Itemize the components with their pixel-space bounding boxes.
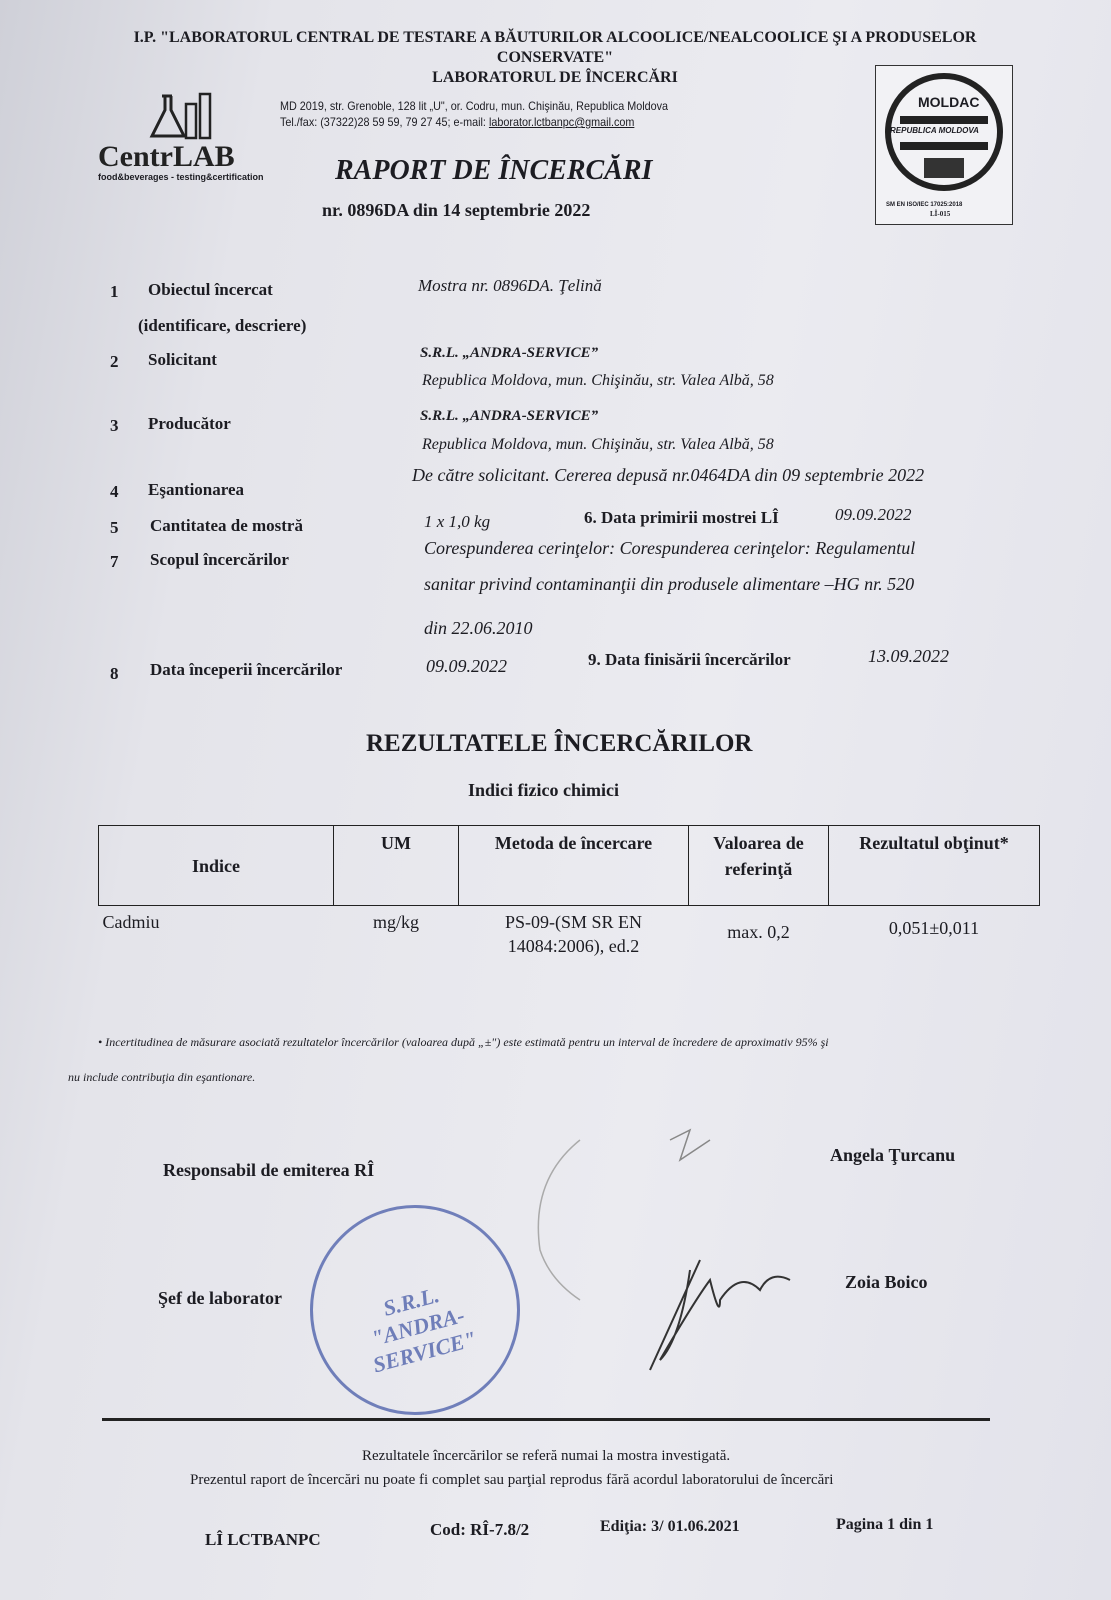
field-value: din 22.06.2010 [424, 618, 533, 638]
cell-indice: Cadmiu [102, 912, 160, 932]
column-header: Indice [99, 826, 334, 906]
field-value: sanitar privind contaminanţii din produsele alimentare –HG nr. 520 [424, 574, 915, 594]
email-link[interactable]: laborator.lctbanpc@gmail.com [488, 115, 635, 129]
field-value: S.R.L. „ANDRA-SERVICE” [420, 408, 599, 424]
field-number: 1 [110, 282, 119, 301]
results-title: REZULTATELE ÎNCERCĂRILOR [366, 730, 753, 757]
address-block [280, 98, 668, 130]
field-value: Republica Moldova, mun. Chişinău, str. Valea Albă, 58 [422, 372, 774, 389]
footer-divider [102, 1418, 990, 1421]
footer-lab: LÎ LCTBANPC [205, 1530, 321, 1549]
field-value: De către solicitant. Cererea depusă nr.0464DA din 09 septembrie 2022 [412, 465, 925, 485]
column-header: Valoarea de referinţă [689, 826, 829, 906]
address: MD 2019, str. Grenoble, 128 lit „U", or. Codru, mun. Chişinău, Republica Moldova [280, 99, 669, 113]
cell-um: mg/kg [372, 912, 419, 932]
company-stamp: S.R.L. "ANDRA-SERVICE" [310, 1205, 520, 1415]
field-value: 09.09.2022 [835, 505, 912, 524]
field-label: Producător [148, 414, 231, 433]
responsible-label: Responsabil de emiterea RÎ [163, 1160, 375, 1180]
chief-label: Şef de laborator [158, 1288, 282, 1308]
field-number: 3 [110, 416, 119, 435]
column-header: UM [334, 826, 459, 906]
lab-flask-icon [148, 92, 214, 147]
column-header: Rezultatul obţinut* [829, 826, 1040, 906]
org-line-2: CONSERVATE" [496, 49, 614, 66]
field-label: Obiectul încercat [148, 280, 273, 299]
footer-note-1: Rezultatele încercărilor se referă numai la mostra investigată. [362, 1448, 731, 1464]
centrlab-logo: CentrLAB [98, 140, 235, 173]
field-value: Corespunderea cerinţelor: Corespunderea cerinţelor: Regulamentul [424, 538, 916, 558]
table-row [99, 906, 1040, 963]
org-line-3: LABORATORUL DE ÎNCERCĂRI [432, 69, 678, 86]
field-number: 7 [110, 552, 119, 571]
org-line-1: I.P. "LABORATORUL CENTRAL DE TESTARE A BĂUTURILOR ALCOOLICE/NEALCOOLICE ŞI A PRODUSELOR [133, 29, 977, 46]
responsible-name: Angela Ţurcanu [830, 1145, 956, 1165]
results-table [98, 825, 1040, 962]
field-label: 9. Data finisării încercărilor [588, 650, 791, 669]
field-label: (identificare, descriere) [138, 316, 307, 335]
logo-tagline: food&beverages - testing&certification [98, 172, 264, 182]
field-value: 13.09.2022 [868, 646, 949, 666]
footer-code: Cod: RÎ-7.8/2 [430, 1520, 530, 1539]
field-label: Data începerii încercărilor [150, 660, 343, 679]
footer-note-2: Prezentul raport de încercări nu poate fi complet sau parţial reprodus fără acordul laboratorului de încercări [190, 1472, 834, 1488]
field-value: 1 x 1,0 kg [424, 512, 491, 531]
cell-rezultat: 0,051±0,011 [888, 918, 980, 938]
results-subtitle: Indici fizico chimici [468, 780, 619, 800]
report-number: nr. 0896DA din 14 septembrie 2022 [322, 200, 591, 220]
field-label: Eşantionarea [148, 480, 245, 499]
footer-edition: Ediţia: 3/ 01.06.2021 [600, 1518, 740, 1535]
report-title: RAPORT DE ÎNCERCĂRI [335, 155, 653, 186]
field-number: 5 [110, 518, 119, 537]
field-label: 6. Data primirii mostrei LÎ [584, 508, 779, 527]
field-label: Solicitant [148, 350, 217, 369]
moldac-accreditation-logo: MOLDAC REPUBLICA MOLDOVA SM EN ISO/IEC 17025:2018 LÎ-015 [875, 65, 1013, 225]
field-value: Republica Moldova, mun. Chişinău, str. Valea Albă, 58 [422, 436, 774, 453]
field-value: Mostra nr. 0896DA. Ţelină [418, 276, 602, 295]
signature-icon [520, 1120, 800, 1385]
contact: Tel./fax: (37322)28 59 59, 79 27 45; e-mail: laborator.lctbanpc@gmail.com [280, 115, 635, 129]
footnote-2: nu include contribuţia din eşantionare. [68, 1070, 256, 1084]
footer-page: Pagina 1 din 1 [836, 1516, 934, 1533]
field-number: 4 [110, 482, 119, 501]
cell-referinta: max. 0,2 [727, 922, 790, 942]
field-value: S.R.L. „ANDRA-SERVICE” [420, 345, 599, 361]
column-header: Metoda de încercare [459, 826, 689, 906]
cell-metoda: PS-09-(SM SR EN 14084:2006), ed.2 [504, 912, 643, 956]
field-number: 2 [110, 352, 119, 371]
field-label: Scopul încercărilor [150, 550, 289, 569]
footnote: • Incertitudinea de măsurare asociată rezultatelor încercărilor (valoarea după „±") este estimată pentru un interval de încredere de aproximativ 95% şi [98, 1035, 829, 1049]
field-value: 09.09.2022 [426, 656, 507, 676]
chief-name: Zoia Boico [845, 1272, 928, 1292]
field-number: 8 [110, 664, 119, 683]
organization-header [105, 28, 1005, 88]
field-label: Cantitatea de mostră [150, 516, 303, 535]
